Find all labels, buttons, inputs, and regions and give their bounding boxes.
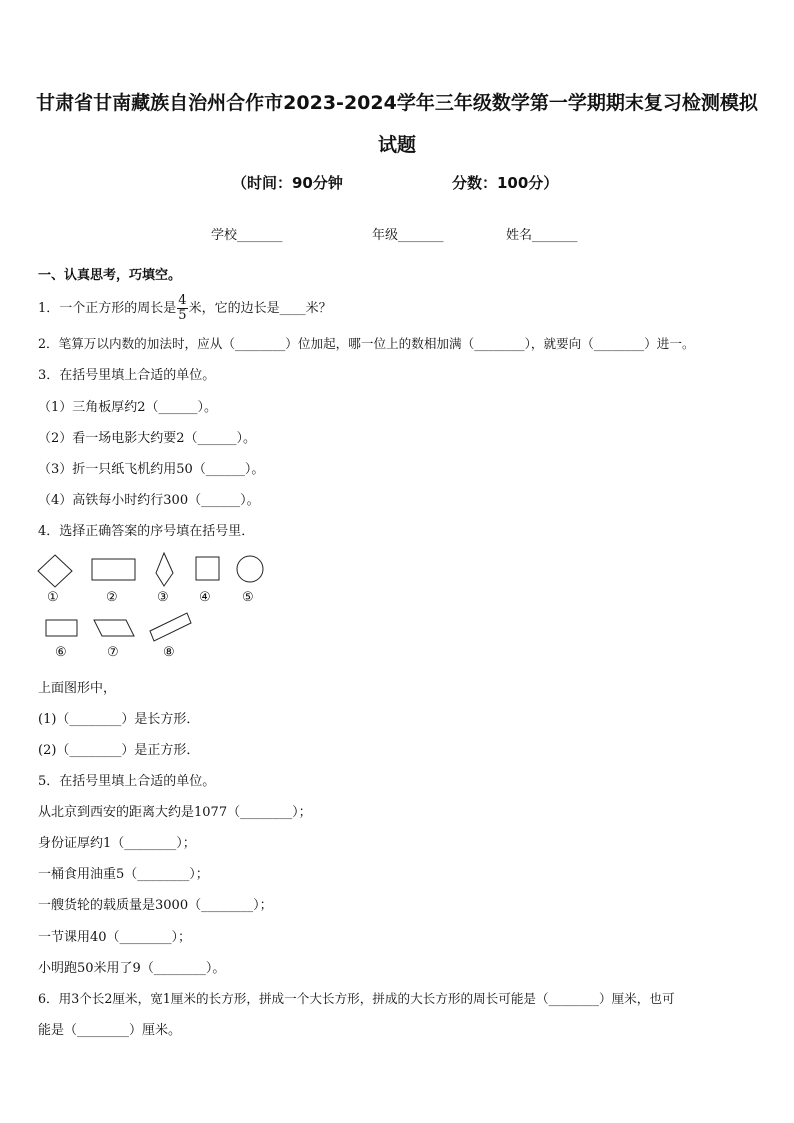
shape-label-6: ⑥ [55,645,67,660]
shape-5-circle [237,556,263,582]
question-4-item: (1)（________）是长方形． [38,712,200,727]
shapes-svg [30,550,290,665]
shape-label-1: ① [47,590,59,605]
grade-field[interactable]: 年级_______ [372,228,444,243]
fraction [177,294,187,323]
shape-1-rhombus [38,555,72,587]
question-5-item: 一节课用40（________）； [38,930,192,945]
question-6-line-2: 能是（________）厘米。 [38,1023,182,1038]
question-5-stem: 5．在括号里填上合适的单位。 [38,774,216,789]
question-5-item: 一艘货轮的载质量是3000（________）； [38,898,273,913]
question-2: 2．笔算万以内数的加法时，应从（________）位加起，哪一位上的数相加满（________），就要向（________）进一。 [38,336,695,351]
shape-7-parallelogram [94,620,134,636]
shape-label-8: ⑧ [163,645,175,660]
name-field[interactable]: 姓名_______ [506,228,578,243]
question-5-item: 小明跑50米用了9（________）。 [38,961,226,976]
title-line-1: 甘肃省甘南藏族自治州合作市2023-2024学年三年级数学第一学期期末复习检测模拟 [36,92,758,114]
shape-label-7: ⑦ [107,645,119,660]
question-3-item: （3）折一只纸飞机约用50（______）。 [38,462,265,477]
question-3-stem: 3．在括号里填上合适的单位。 [38,368,216,383]
question-5-item: 从北京到西安的距离大约是1077（________）； [38,805,312,820]
question-3-item: （1）三角板厚约2（______）。 [38,400,218,415]
q1-text-pre: 1．一个正方形的周长是 [38,301,177,316]
question-4-item: (2)（________）是正方形． [38,743,200,758]
q1-text-post: 米，它的边长是____米？ [188,301,332,316]
shape-label-3: ③ [157,590,169,605]
shape-2-rectangle [92,559,135,580]
fraction-denominator: 5 [178,308,187,323]
shape-label-2: ② [106,590,118,605]
question-5-item: 一桶食用油重5（________）； [38,867,209,882]
shape-3-kite [156,553,173,586]
question-3-item: （2）看一场电影大约要2（______）。 [38,431,257,446]
question-4-after: 上面图形中， [38,681,117,696]
shape-label-5: ⑤ [242,590,254,605]
total-score: 分数：100分） [452,174,559,192]
section-heading: 一、认真思考，巧填空。 [38,268,182,283]
question-5-item: 身份证厚约1（________）； [38,836,196,851]
title-line-2: 试题 [377,134,416,156]
question-3-item: （4）高铁每小时约行300（______）。 [38,493,260,508]
fraction-numerator: 4 [178,293,187,308]
shapes-figure [30,550,290,665]
question-1 [38,294,332,323]
shape-8-tilted-rectangle [150,613,191,641]
question-4-stem: 4．选择正确答案的序号填在括号里． [38,524,255,539]
shape-6-rectangle [46,620,77,636]
time-limit: （时间：90分钟 [232,174,343,192]
shape-4-square [196,557,219,580]
shape-label-4: ④ [199,590,211,605]
question-6-line-1: 6．用3个长2厘米，宽1厘米的长方形，拼成一个大长方形，拼成的大长方形的周长可能是（________）厘米，也可 [38,991,675,1006]
school-field[interactable]: 学校_______ [211,228,283,243]
